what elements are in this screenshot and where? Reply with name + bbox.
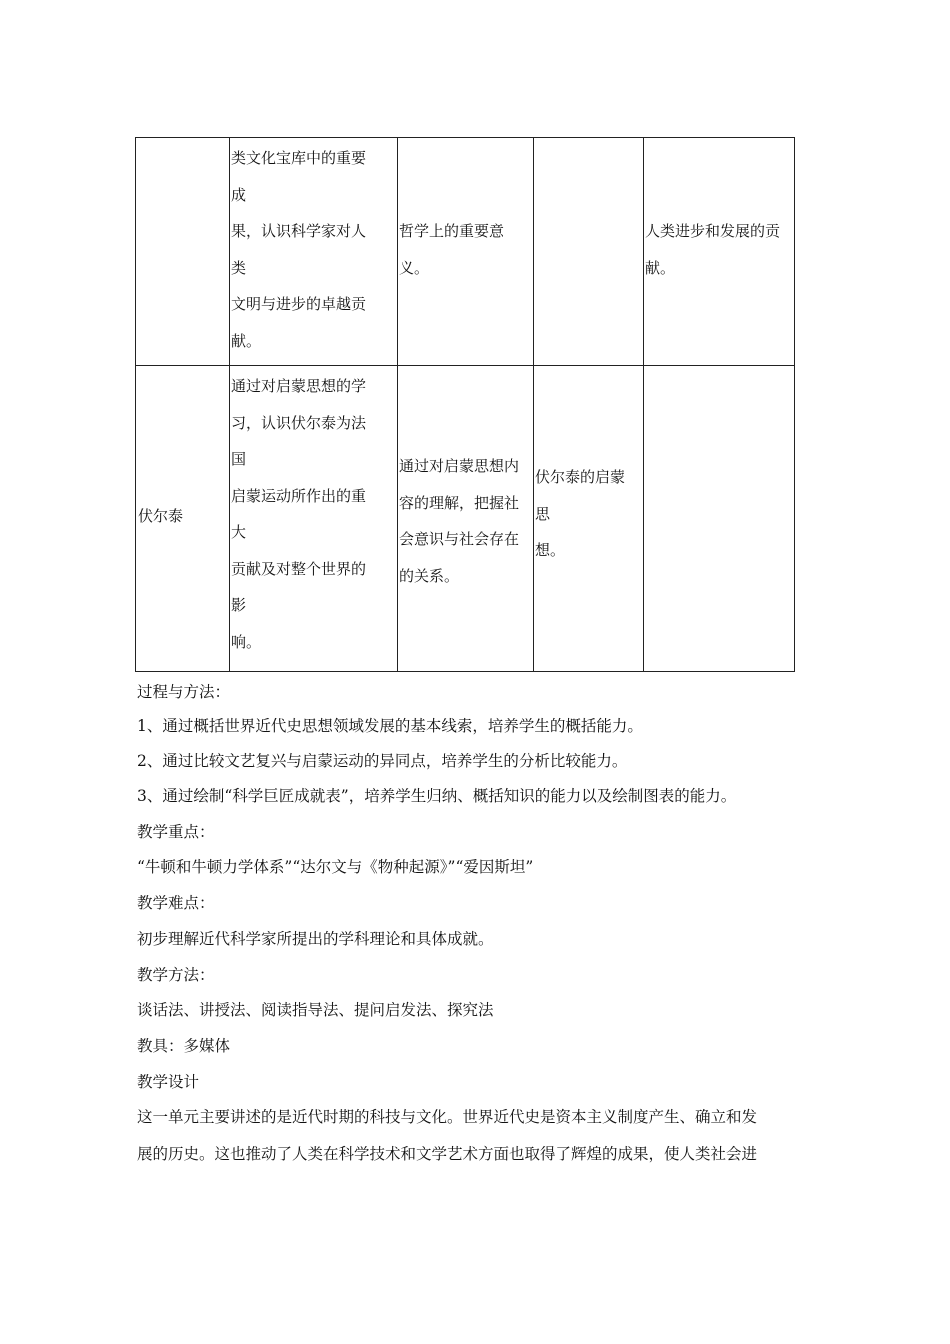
method-text: 谈话法、讲授法、阅读指导法、提问启发法、探究法 — [137, 1001, 494, 1019]
cell-line: 献。 — [645, 258, 676, 277]
cell-line: 文明与进步的卓越贡 — [231, 295, 367, 313]
cell-line: 义。 — [399, 258, 430, 277]
row1-method-cell — [399, 213, 504, 286]
cell-line: 启蒙运动所作出的重 — [231, 486, 367, 505]
cell-line: 影 — [231, 596, 247, 614]
cell-line: 会意识与社会存在 — [399, 530, 520, 548]
achievement-table — [135, 137, 795, 672]
table-col-divider — [397, 138, 398, 671]
design-line-2: 展的历史。这也推动了人类在科学技术和文学艺术方面也取得了辉煌的成果，使人类社会进 — [137, 1145, 758, 1163]
cell-line: 想。 — [535, 541, 566, 559]
cell-line: 国 — [231, 450, 247, 468]
table-col-divider — [643, 138, 644, 671]
tools-text: 教具：多媒体 — [137, 1037, 231, 1055]
cell-line: 响。 — [231, 632, 262, 651]
difficulty-text: 初步理解近代科学家所提出的学科理论和具体成就。 — [137, 930, 494, 948]
cell-line: 通过对启蒙思想内 — [399, 457, 520, 475]
cell-line: 的关系。 — [399, 566, 460, 585]
cell-line: 习，认识伏尔泰为法 — [231, 413, 367, 432]
person-name: 伏尔泰 — [138, 507, 184, 525]
cell-line: 贡献及对整个世界的 — [231, 559, 367, 578]
difficulty-title: 教学难点： — [137, 894, 215, 912]
row2-method-cell — [399, 448, 519, 594]
cell-line: 成 — [231, 185, 247, 204]
process-item-2: 2、通过比较文艺复兴与启蒙运动的异同点，培养学生的分析比较能力。 — [137, 752, 628, 770]
row2-thought-cell — [535, 459, 625, 569]
row1-goal-cell — [231, 140, 366, 359]
cell-line: 人类进步和发展的贡 — [645, 222, 781, 240]
cell-line: 大 — [231, 523, 247, 541]
design-line-1: 这一单元主要讲述的是近代时期的科技与文化。世界近代史是资本主义制度产生、确立和发 — [137, 1108, 758, 1126]
cell-line: 类文化宝库中的重要 — [231, 149, 367, 167]
row2-name-cell — [138, 504, 183, 528]
focus-text: “牛顿和牛顿力学体系”“达尔文与《物种起源》”“爱因斯坦” — [137, 858, 534, 876]
focus-title: 教学重点： — [137, 823, 215, 841]
cell-line: 思 — [535, 504, 551, 523]
table-col-divider — [533, 138, 534, 671]
table-col-divider — [229, 138, 230, 671]
method-title: 教学方法： — [137, 966, 215, 984]
process-title: 过程与方法： — [137, 683, 231, 701]
cell-line: 献。 — [231, 331, 262, 350]
cell-line: 类 — [231, 258, 247, 277]
cell-line: 哲学上的重要意 — [399, 222, 505, 240]
table-row-divider — [136, 365, 794, 366]
row2-goal-cell — [231, 368, 366, 660]
cell-line: 果，认识科学家对人 — [231, 222, 367, 240]
cell-line: 容的理解，把握社 — [399, 493, 520, 512]
cell-line: 通过对启蒙思想的学 — [231, 377, 367, 395]
design-title: 教学设计 — [137, 1073, 200, 1091]
process-item-1: 1、通过概括世界近代史思想领域发展的基本线索，培养学生的概括能力。 — [137, 717, 643, 735]
row1-value-cell — [645, 213, 780, 286]
process-item-3: 3、通过绘制“科学巨匠成就表”，培养学生归纳、概括知识的能力以及绘制图表的能力。 — [137, 787, 737, 805]
cell-line: 伏尔泰的启蒙 — [535, 468, 626, 486]
